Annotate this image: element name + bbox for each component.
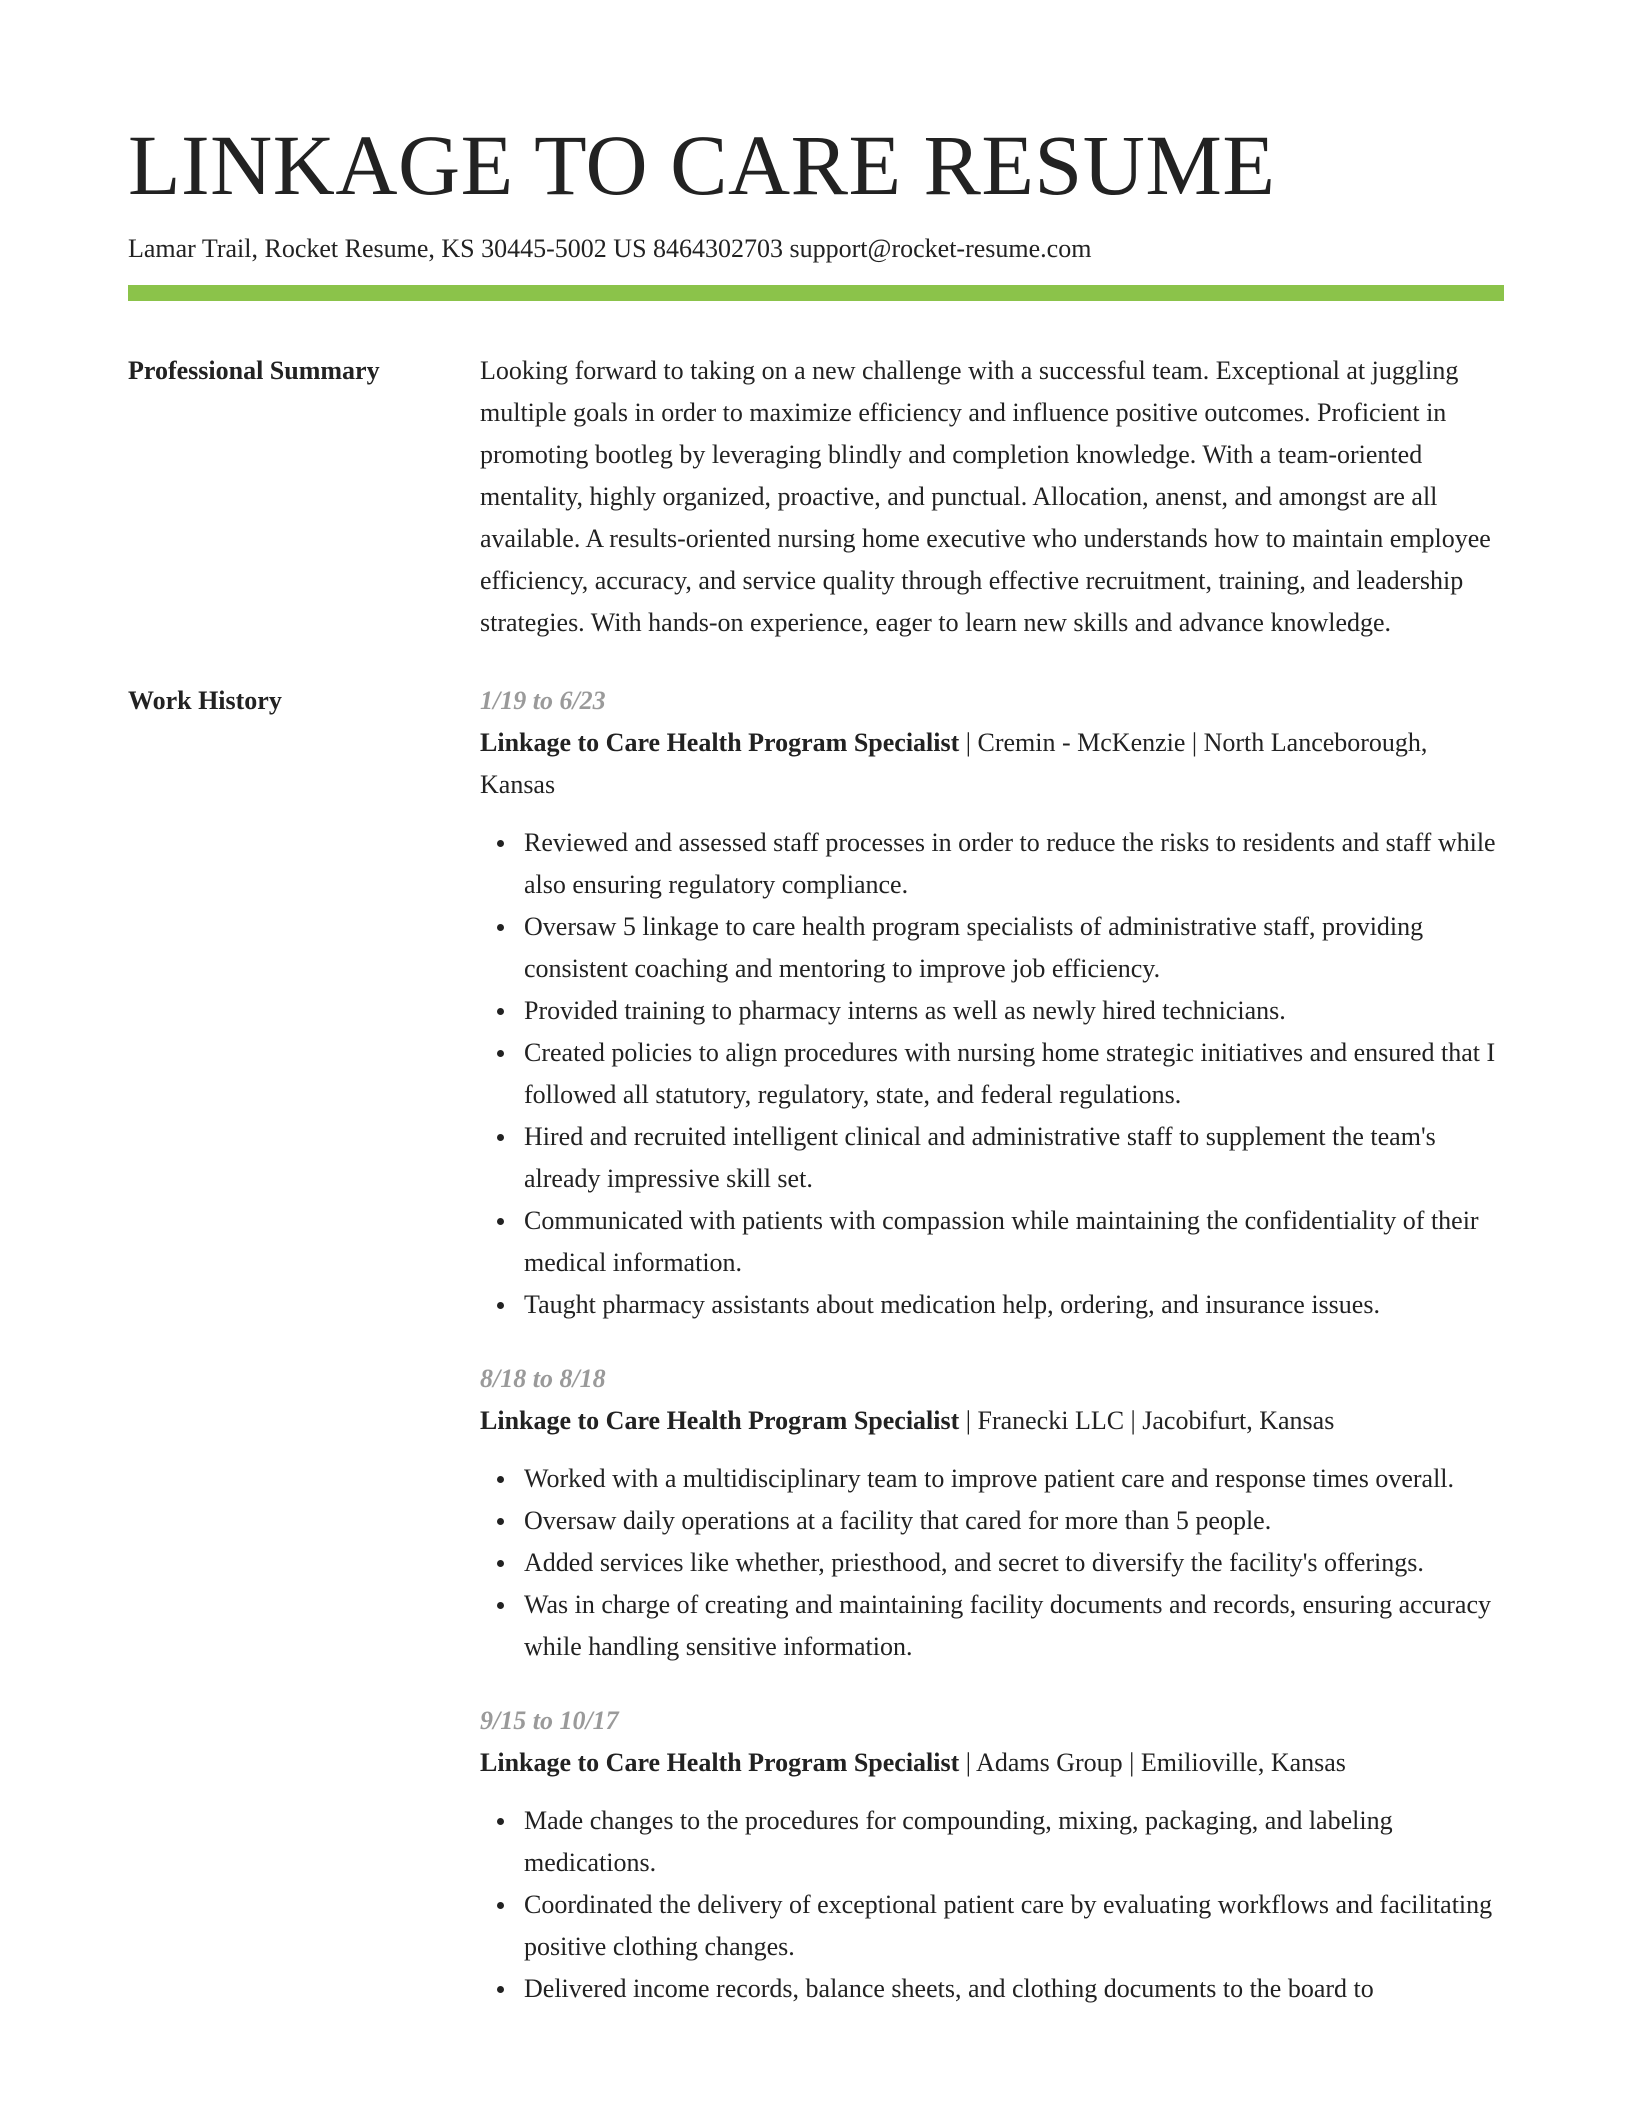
job-title: Linkage to Care Health Program Specialist xyxy=(480,1406,960,1435)
job-bullet-item: Created policies to align procedures with nursing home strategic initiatives and ensured that I followed all statutory, regulatory, state, and federal regulations. xyxy=(524,1032,1504,1116)
accent-divider xyxy=(128,285,1504,301)
resume-title: LINKAGE TO CARE RESUME xyxy=(128,117,1276,213)
job-company-location: | Franecki LLC | Jacobifurt, Kansas xyxy=(959,1406,1335,1435)
work-history-body xyxy=(480,680,1504,2042)
resume-content xyxy=(128,350,1504,2078)
job-bullet-item: Was in charge of creating and maintaining facility documents and records, ensuring accuracy while handling sensitive information. xyxy=(524,1584,1504,1668)
job-bullet-item: Made changes to the procedures for compounding, mixing, packaging, and labeling medications. xyxy=(524,1800,1504,1884)
job-entry xyxy=(480,1700,1504,2010)
job-bullet-item: Worked with a multidisciplinary team to improve patient care and response times overall. xyxy=(524,1458,1504,1500)
job-title: Linkage to Care Health Program Specialist xyxy=(480,1748,960,1777)
job-bullet-item: Provided training to pharmacy interns as well as newly hired technicians. xyxy=(524,990,1504,1032)
job-bullet-item: Reviewed and assessed staff processes in order to reduce the risks to residents and staff while also ensuring regulatory compliance. xyxy=(524,822,1504,906)
job-bullet-item: Added services like whether, priesthood, and secret to diversify the facility's offerings. xyxy=(524,1542,1504,1584)
job-dates: 8/18 to 8/18 xyxy=(480,1364,606,1393)
summary-text: Looking forward to taking on a new challenge with a successful team. Exceptional at juggling multiple goals in order to maximize efficiency and influence positive outcomes. Proficient in promoting bootleg by leveraging blindly and completion knowledge. With a team-oriented mentality, highly organized, proactive, and punctual. Allocation, anenst, and amongst are all available. A results-oriented nursing home executive who understands how to maintain employee efficiency, accuracy, and service quality through effective recruitment, training, and leadership strategies. With hands-on experience, eager to learn new skills and advance knowledge. xyxy=(480,356,1491,637)
job-bullet-item: Hired and recruited intelligent clinical and administrative staff to supplement the team's already impressive skill set. xyxy=(524,1116,1504,1200)
job-company-location: | Adams Group | Emilioville, Kansas xyxy=(959,1748,1346,1777)
section-label-summary: Professional Summary xyxy=(128,356,380,385)
job-bullet-list xyxy=(480,1800,1504,2010)
job-heading xyxy=(480,722,1504,806)
job-dates: 9/15 to 10/17 xyxy=(480,1706,619,1735)
section-label-work-history: Work History xyxy=(128,686,282,715)
job-company-location: | Cremin - McKenzie | North Lanceborough, Kansas xyxy=(480,728,1428,799)
job-dates: 1/19 to 6/23 xyxy=(480,686,606,715)
job-bullet-item: Delivered income records, balance sheets, and clothing documents to the board to xyxy=(524,1968,1504,2010)
contact-line: Lamar Trail, Rocket Resume, KS 30445-5002 US 8464302703 support@rocket-resume.com xyxy=(128,234,1092,263)
professional-summary-section xyxy=(128,350,1504,644)
job-bullet-item: Oversaw 5 linkage to care health program specialists of administrative staff, providing consistent coaching and mentoring to improve job efficiency. xyxy=(524,906,1504,990)
job-bullet-item: Communicated with patients with compassion while maintaining the confidentiality of their medical information. xyxy=(524,1200,1504,1284)
job-bullet-item: Taught pharmacy assistants about medication help, ordering, and insurance issues. xyxy=(524,1284,1504,1326)
job-bullet-item: Coordinated the delivery of exceptional patient care by evaluating workflows and facilitating positive clothing changes. xyxy=(524,1884,1504,1968)
job-bullet-list xyxy=(480,822,1504,1326)
job-bullet-item: Oversaw daily operations at a facility that cared for more than 5 people. xyxy=(524,1500,1504,1542)
work-history-section xyxy=(128,680,1504,2042)
job-bullet-list xyxy=(480,1458,1504,1668)
job-heading xyxy=(480,1742,1504,1784)
job-entry xyxy=(480,1358,1504,1668)
job-title: Linkage to Care Health Program Specialist xyxy=(480,728,960,757)
job-heading xyxy=(480,1400,1504,1442)
summary-body xyxy=(480,350,1504,644)
job-entry xyxy=(480,680,1504,1326)
